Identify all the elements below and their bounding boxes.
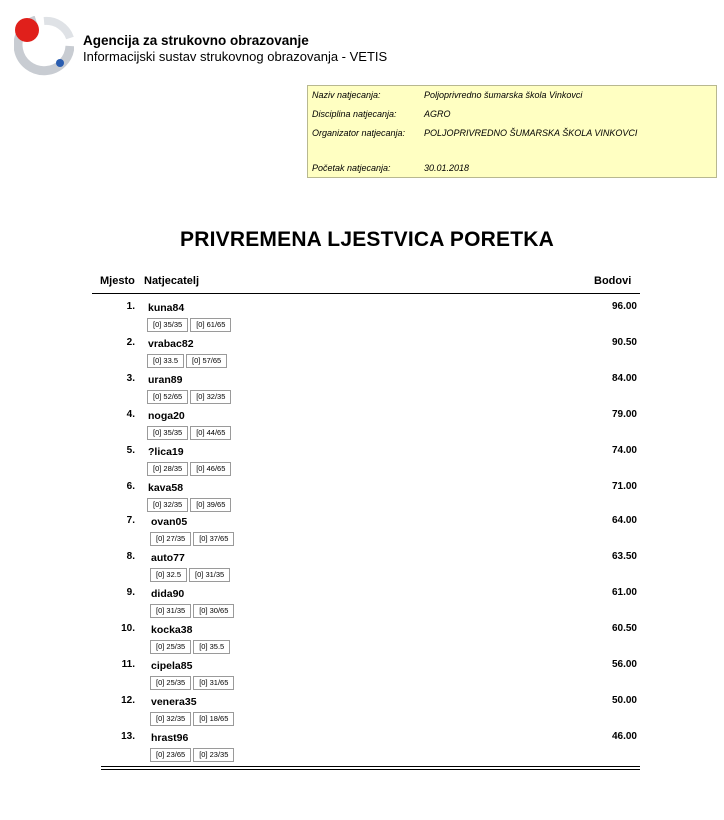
row-contestant: auto77	[151, 552, 185, 564]
row-points: 74.00	[611, 445, 637, 456]
page-title: PRIVREMENA LJESTVICA PORETKA	[180, 228, 554, 251]
row-rank: 3.	[126, 373, 135, 384]
info-value: AGRO	[424, 109, 451, 119]
score-cell: [0] 23/65	[150, 748, 191, 762]
row-points: 64.00	[611, 515, 637, 526]
row-rank: 12.	[121, 695, 135, 706]
row-rank: 11.	[121, 659, 135, 670]
row-points: 90.50	[611, 337, 637, 348]
score-cell: [0] 25/35	[150, 676, 191, 690]
table-end-divider	[101, 766, 640, 767]
table-row	[0, 409, 724, 445]
row-contestant: cipela85	[151, 660, 193, 672]
score-cell: [0] 30/65	[193, 604, 234, 618]
row-rank: 9.	[126, 587, 135, 598]
row-score-cells	[150, 748, 236, 762]
score-cell: [0] 35/35	[147, 318, 188, 332]
row-points: 71.00	[611, 481, 637, 492]
row-rank: 5.	[126, 445, 135, 456]
logo-blue-dot	[56, 59, 64, 67]
row-score-cells	[147, 462, 233, 476]
row-score-cells	[147, 426, 233, 440]
row-contestant: vrabac82	[148, 338, 194, 350]
row-score-cells	[147, 354, 229, 368]
row-points: 46.00	[611, 731, 637, 742]
table-row	[0, 337, 724, 373]
score-cell: [0] 31/65	[193, 676, 234, 690]
row-score-cells	[150, 604, 236, 618]
row-contestant: dida90	[151, 588, 185, 600]
row-rank: 8.	[126, 551, 135, 562]
row-points: 56.00	[611, 659, 637, 670]
info-label: Disciplina natjecanja:	[312, 109, 397, 119]
row-points: 50.00	[611, 695, 637, 706]
column-header-name: Natjecatelj	[144, 275, 200, 287]
score-cell: [0] 52/65	[147, 390, 188, 404]
info-value: Poljoprivredno šumarska škola Vinkovci	[424, 90, 583, 100]
info-value: 30.01.2018	[424, 163, 470, 173]
agency-logo	[14, 16, 74, 76]
row-contestant: kava58	[148, 482, 184, 494]
score-cell: [0] 44/65	[190, 426, 231, 440]
table-row	[0, 623, 724, 659]
row-points: 61.00	[611, 587, 637, 598]
score-cell: [0] 61/65	[190, 318, 231, 332]
info-label: Početak natjecanja:	[312, 163, 391, 173]
score-cell: [0] 37/65	[193, 532, 234, 546]
score-cell: [0] 31/35	[150, 604, 191, 618]
table-row	[0, 551, 724, 587]
score-cell: [0] 39/65	[190, 498, 231, 512]
score-cell: [0] 32/35	[190, 390, 231, 404]
score-cell: [0] 33.5	[147, 354, 184, 368]
logo-red-dot	[15, 18, 39, 42]
row-score-cells	[150, 676, 236, 690]
score-cell: [0] 27/35	[150, 532, 191, 546]
score-cell: [0] 32/35	[150, 712, 191, 726]
table-row	[0, 587, 724, 623]
row-score-cells	[150, 568, 232, 582]
table-row	[0, 515, 724, 551]
table-end-divider	[101, 769, 640, 770]
score-cell: [0] 57/65	[186, 354, 227, 368]
header-divider	[92, 293, 640, 294]
score-cell: [0] 32/35	[147, 498, 188, 512]
table-row	[0, 445, 724, 481]
agency-subtitle: Informacijski sustav strukovnog obrazovanja - VETIS	[83, 49, 388, 64]
score-cell: [0] 46/65	[190, 462, 231, 476]
score-cell: [0] 35.5	[193, 640, 230, 654]
table-row	[0, 373, 724, 409]
info-value: POLJOPRIVREDNO ŠUMARSKA ŠKOLA VINKOVCI	[424, 128, 638, 138]
score-cell: [0] 28/35	[147, 462, 188, 476]
row-points: 84.00	[611, 373, 637, 384]
row-contestant: ?lica19	[148, 446, 184, 458]
row-score-cells	[150, 712, 236, 726]
row-rank: 1.	[126, 301, 135, 312]
info-label: Organizator natjecanja:	[312, 128, 406, 138]
row-points: 60.50	[611, 623, 637, 634]
table-row	[0, 695, 724, 731]
row-contestant: kuna84	[148, 302, 185, 314]
score-cell: [0] 32.5	[150, 568, 187, 582]
row-rank: 10.	[121, 623, 135, 634]
row-points: 63.50	[611, 551, 637, 562]
agency-title: Agencija za strukovno obrazovanje	[83, 33, 309, 48]
info-label: Naziv natjecanja:	[312, 90, 381, 100]
row-rank: 13.	[121, 731, 135, 742]
row-score-cells	[150, 532, 236, 546]
row-contestant: uran89	[148, 374, 183, 386]
row-contestant: noga20	[148, 410, 185, 422]
score-cell: [0] 23/35	[193, 748, 234, 762]
column-header-rank: Mjesto	[100, 275, 135, 287]
table-row	[0, 301, 724, 337]
row-rank: 4.	[126, 409, 135, 420]
score-cell: [0] 25/35	[150, 640, 191, 654]
logo-ring-upper	[44, 21, 70, 38]
score-cell: [0] 31/35	[189, 568, 230, 582]
row-score-cells	[147, 498, 233, 512]
score-cell: [0] 35/35	[147, 426, 188, 440]
table-row	[0, 659, 724, 695]
row-contestant: venera35	[151, 696, 197, 708]
column-header-points: Bodovi	[594, 275, 632, 287]
row-contestant: kocka38	[151, 624, 193, 636]
row-rank: 2.	[126, 337, 135, 348]
row-points: 79.00	[611, 409, 637, 420]
row-contestant: hrast96	[151, 732, 189, 744]
row-points: 96.00	[611, 301, 637, 312]
table-row	[0, 731, 724, 767]
row-rank: 7.	[126, 515, 135, 526]
table-row	[0, 481, 724, 517]
row-rank: 6.	[126, 481, 135, 492]
competition-info-box	[307, 85, 717, 178]
score-cell: [0] 18/65	[193, 712, 234, 726]
row-score-cells	[147, 390, 233, 404]
row-score-cells	[150, 640, 232, 654]
row-contestant: ovan05	[151, 516, 188, 528]
row-score-cells	[147, 318, 233, 332]
